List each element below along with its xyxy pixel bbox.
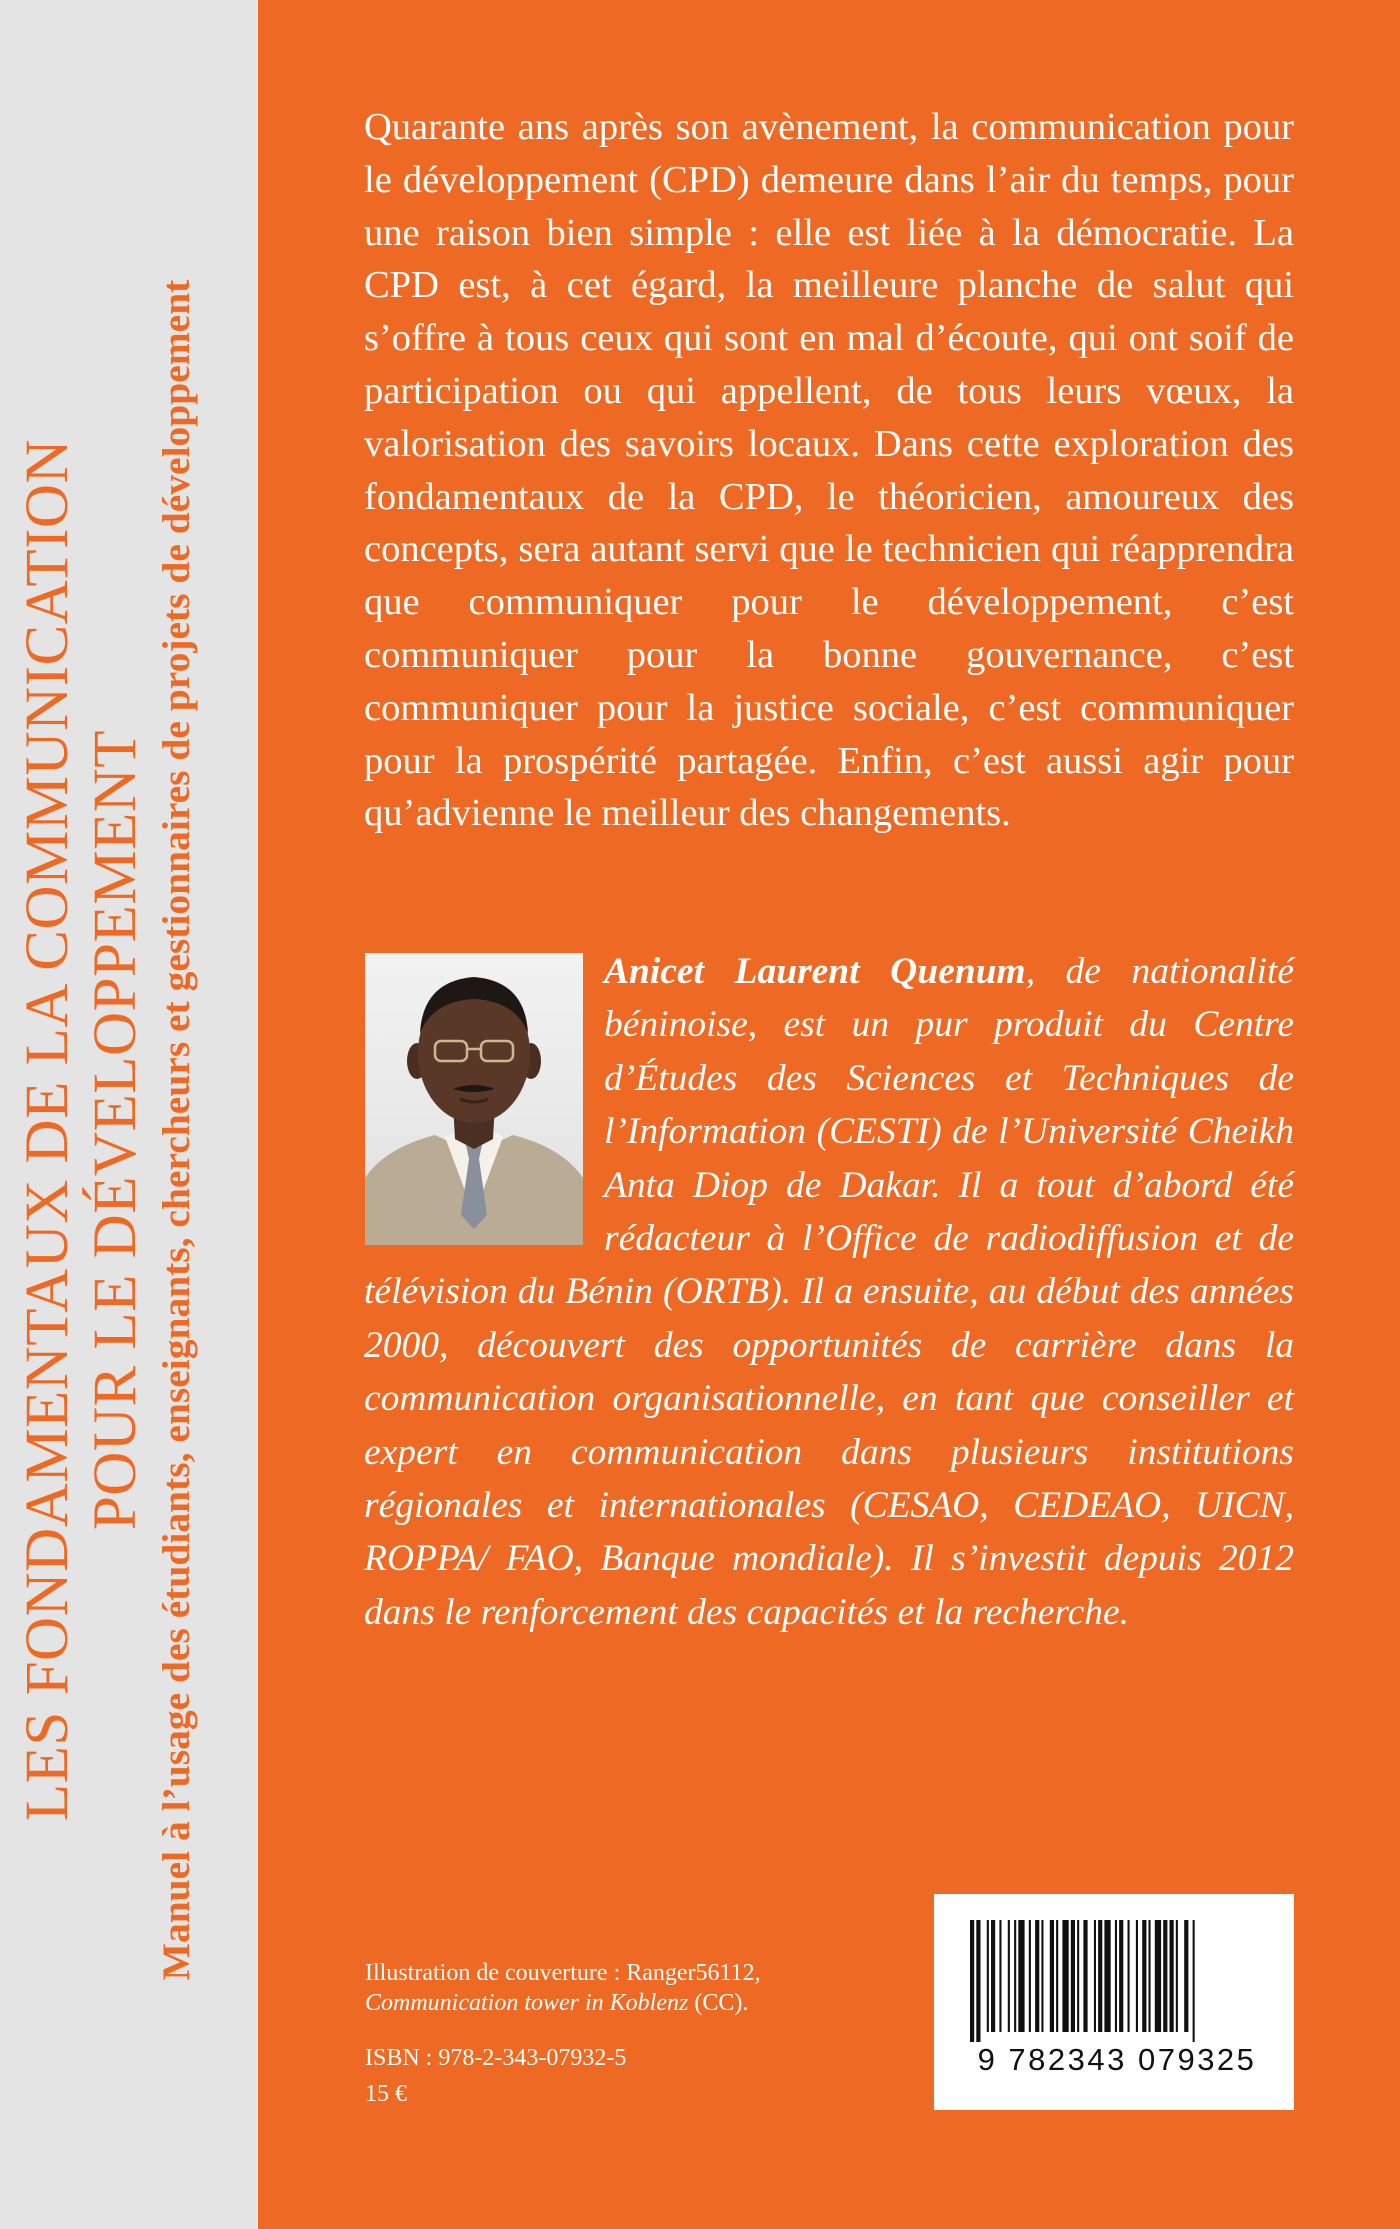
- price: 15 €: [365, 2081, 407, 2107]
- barcode-bar: [1050, 1920, 1054, 2032]
- barcode-bar: [1056, 1920, 1058, 2032]
- barcode-bar: [1170, 1920, 1174, 2032]
- spine-title-line-2: POUR LE DÉVELOPPEMENT: [82, 729, 149, 1531]
- barcode-bar: [1184, 1920, 1188, 2032]
- author-name: Anicet Laurent Quenum: [604, 951, 1026, 992]
- barcode-bar: [991, 1920, 995, 2032]
- barcode-bar: [1029, 1920, 1031, 2032]
- photo-spacer: [364, 945, 604, 1250]
- barcode-bar: [970, 1920, 974, 2042]
- barcode-bar: [1098, 1920, 1102, 2032]
- spine-subtitle: Manuel à l’usage des étudiants, enseignants, chercheurs et gestionnaires de projets de développement: [154, 279, 198, 1981]
- barcode-bar: [1083, 1920, 1087, 2032]
- barcode-bar: [1142, 1920, 1146, 2032]
- spine-text-group: [14, 60, 246, 2200]
- spine-title: [14, 60, 150, 2200]
- barcode-box: [934, 1894, 1294, 2110]
- barcode-bar: [1104, 1920, 1110, 2032]
- barcode-bar: [1128, 1920, 1130, 2032]
- barcode-bar: [1119, 1920, 1123, 2032]
- credits-line-2: [365, 1988, 761, 2018]
- barcode-bar: [1071, 1920, 1075, 2032]
- illustration-credits: [365, 1958, 761, 2018]
- barcode-bar: [1062, 1920, 1068, 2032]
- isbn-price-block: [365, 2040, 626, 2112]
- barcode-bar: [1149, 1920, 1151, 2032]
- book-blurb: Quarante ans après son avènement, la communication pour le développement (CPD) demeure dans l’air du temps, pour une raison bien simple : elle est liée à la démocratie. La CPD est, à cet égard, la meilleure planche de salut qui s’offre à tous ceux qui sont en mal d’écoute, qui ont soif de participation ou qui appellent, de tous leurs vœux, la valorisation des savoirs locaux. Dans cette exploration des fondamentaux de la CPD, le théoricien, amoureux des concepts, sera autant servi que le technicien qui réapprendra que communiquer pour le développement, c’est communiquer pour la bonne gouvernance, c’est communiquer pour la justice sociale, c’est communiquer pour la prospérité partagée. Enfin, c’est aussi agir pour qu’advienne le meilleur des changements.: [364, 106, 1294, 835]
- spine-title-line-1: LES FONDAMENTAUX DE LA COMMUNICATION: [14, 438, 81, 1822]
- barcode-bar: [1155, 1920, 1161, 2032]
- barcode-bar: [1008, 1920, 1010, 2032]
- isbn: ISBN : 978-2-343-07932-5: [365, 2045, 627, 2071]
- barcode-bar: [987, 1920, 989, 2032]
- barcode-bar: [1193, 1920, 1195, 2042]
- barcode-bar: [976, 1920, 980, 2042]
- credits-work-title: Communication tower in Koblenz: [365, 1990, 689, 2016]
- barcode-bar: [1035, 1920, 1039, 2032]
- barcode-bar: [1094, 1920, 1096, 2032]
- back-cover: [258, 0, 1400, 2229]
- barcode-bar: [1014, 1920, 1016, 2032]
- barcode-bar: [1018, 1920, 1024, 2032]
- barcode-bars: [968, 1920, 1260, 2042]
- book-spine: [0, 0, 258, 2229]
- barcode-bar: [1041, 1920, 1043, 2032]
- barcode-bar: [1136, 1920, 1138, 2032]
- credits-line-1: Illustration de couverture : Ranger56112,: [365, 1960, 761, 1986]
- author-bio-text: , de nationalité béninoise, est un pur produit du Centre d’Études des Sciences et Techniques de l’Information (CESTI) de l’Université Cheikh Anta Diop de Dakar. Il a tout d’abord été rédacteur à l’Office de radiodiffusion et de télévision du Bénin (ORTB). Il a ensuite, au début des années 2000, découvert des opportunités de carrière dans la communication organisationnelle, en tant que conseiller et expert en communication dans plusieurs institutions régionales et internationales (CESAO, CEDEAO, UICN, ROPPA/ FAO, Banque mondiale). Il s’investit depuis 2012 dans le renforcement des capacités et la recherche.: [364, 951, 1294, 1633]
- credits-license: (CC).: [688, 1990, 749, 2016]
- barcode-digits: 9 782343 079325: [977, 2042, 1257, 2077]
- barcode-bar: [1176, 1920, 1178, 2032]
- barcode-bar: [999, 1920, 1001, 2032]
- barcode-bar: [1077, 1920, 1079, 2032]
- barcode-bar: [1163, 1920, 1167, 2032]
- author-bio: [364, 945, 1294, 1639]
- barcode-bar: [1115, 1920, 1117, 2032]
